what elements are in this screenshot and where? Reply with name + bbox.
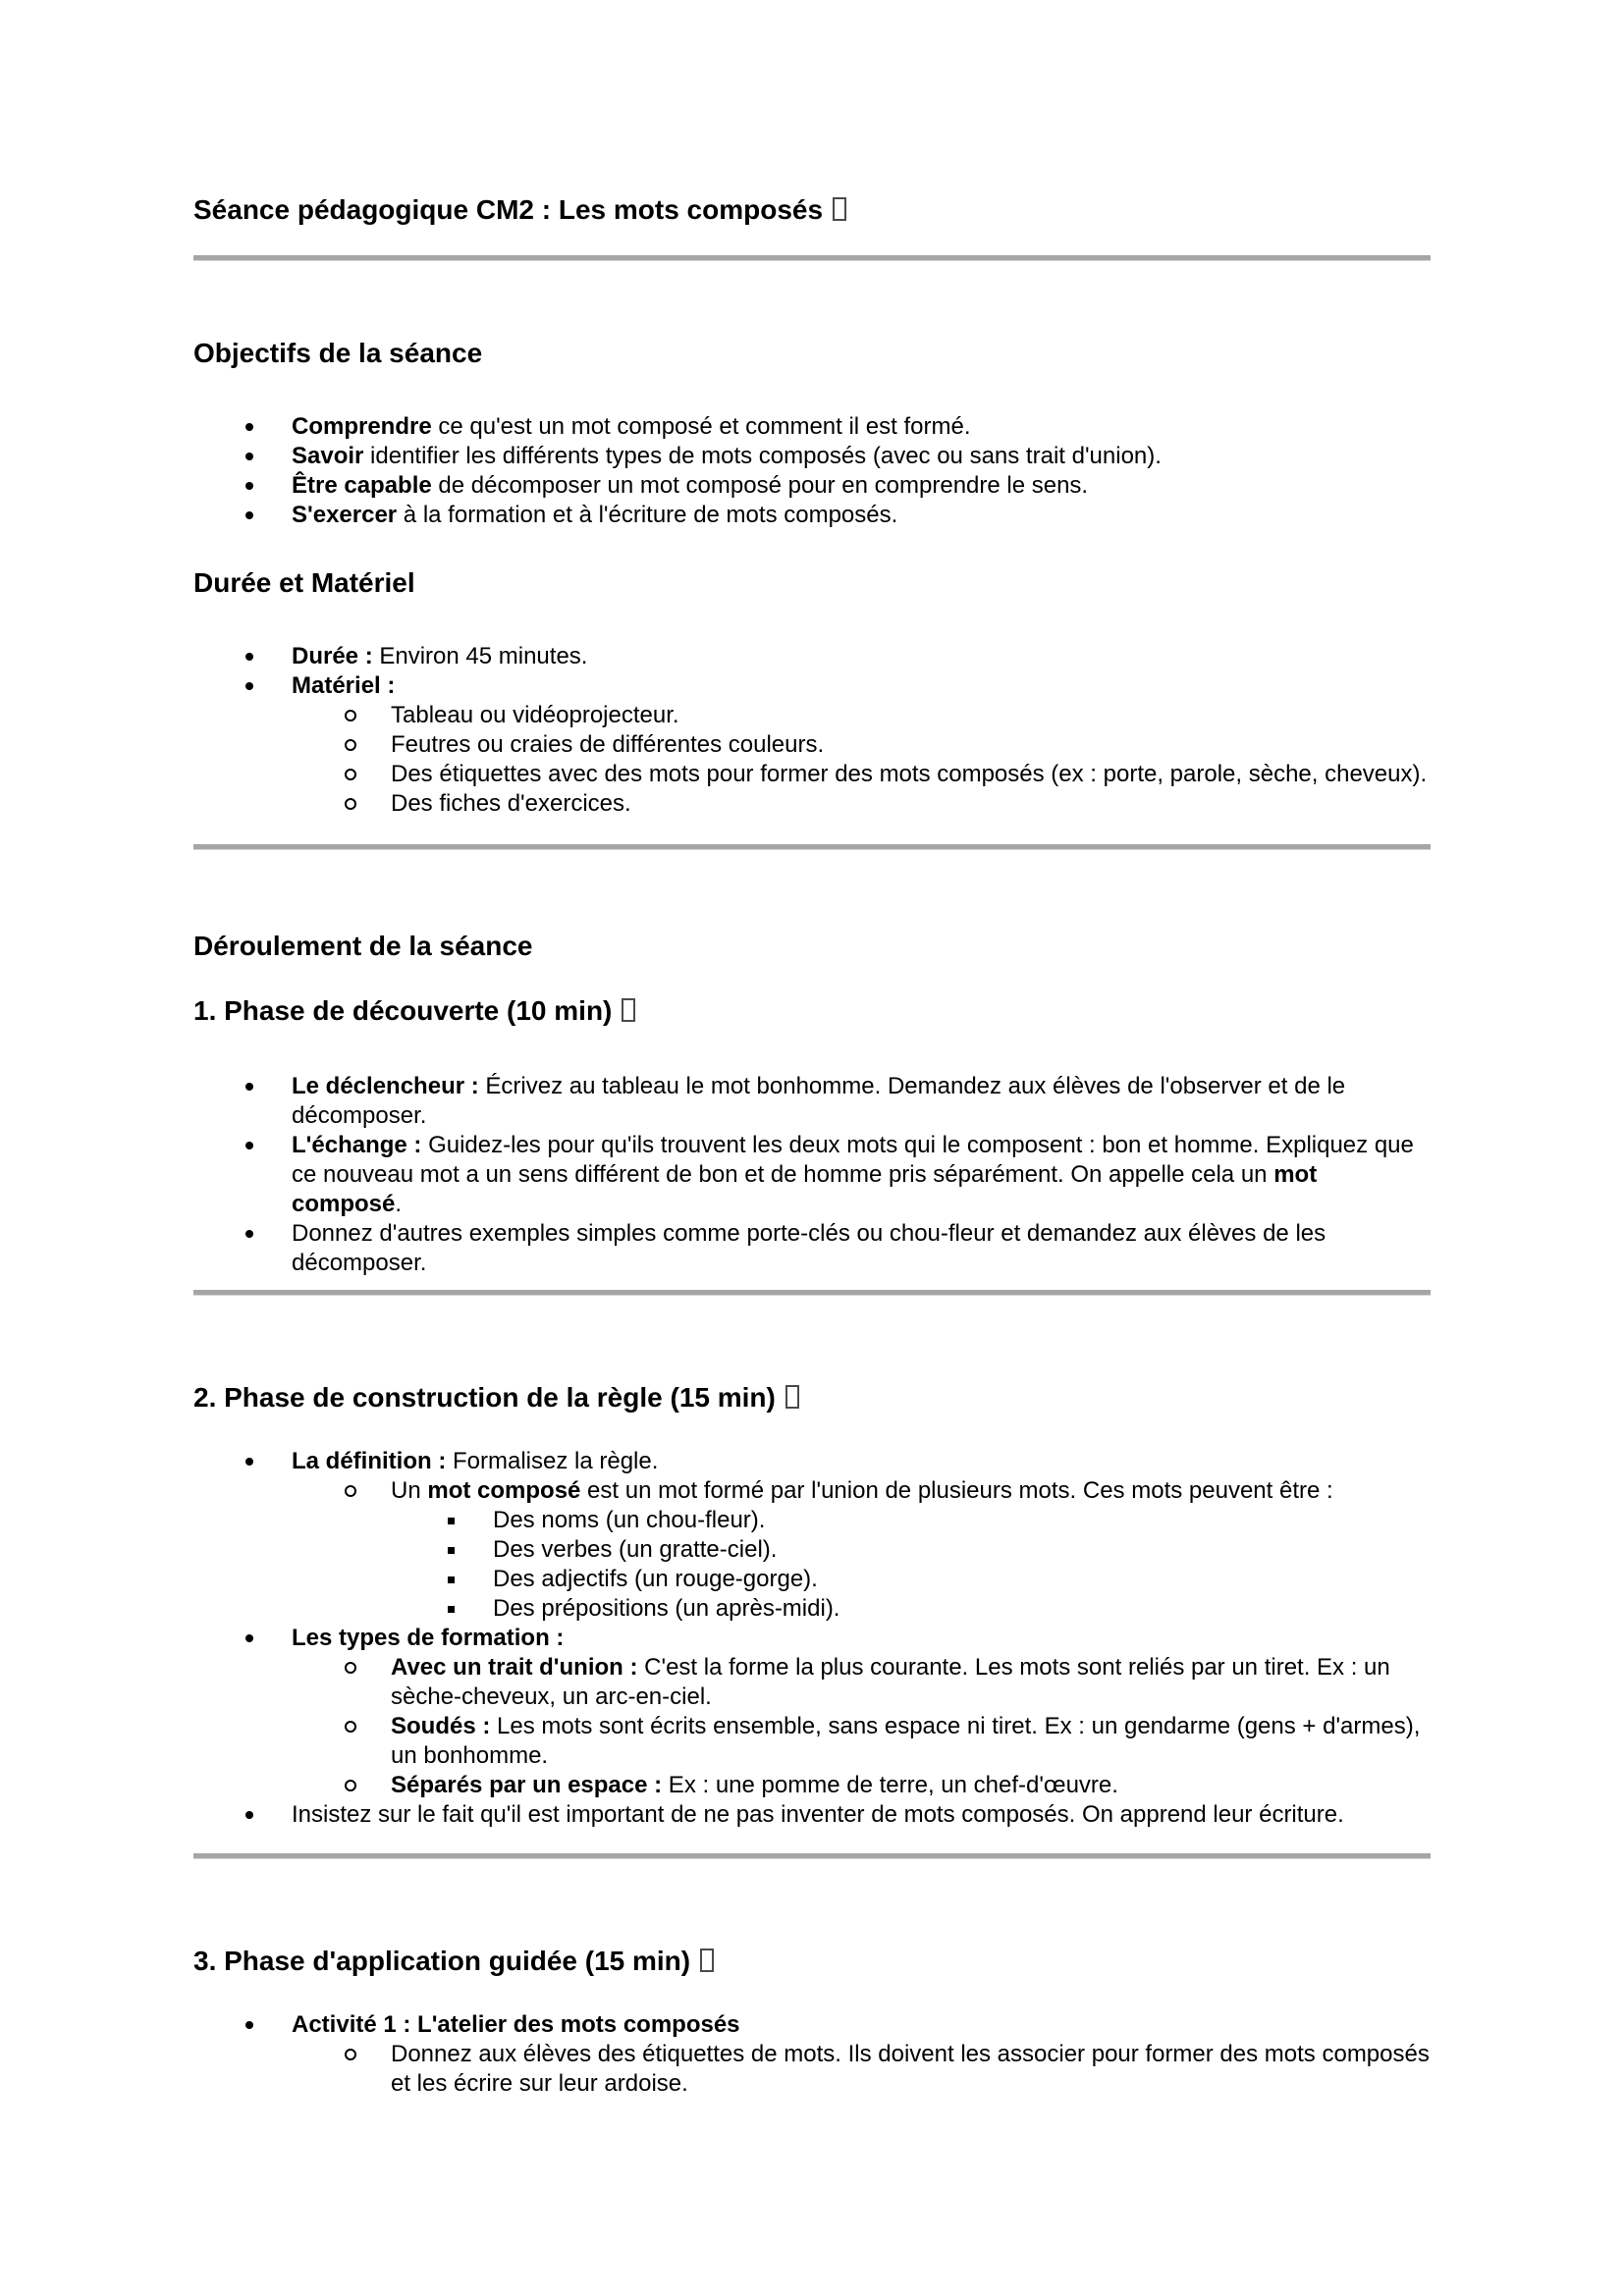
list-item: Des fiches d'exercices. (193, 789, 1431, 819)
list-item: Matériel : (193, 671, 1431, 701)
phase1-list (193, 1072, 1431, 1278)
list-item: Un mot composé est un mot formé par l'union de plusieurs mots. Ces mots peuvent être : (193, 1476, 1431, 1506)
section-heading-duree-materiel (193, 565, 1431, 601)
missing-emoji-box-icon (622, 998, 635, 1022)
section-heading-objectifs (193, 336, 1431, 371)
heading-text: 1. Phase de découverte (10 min) (193, 995, 613, 1026)
list-item: Avec un trait d'union : C'est la forme la plus courante. Les mots sont reliés par un tiret. Ex : un sèche-cheveux, un arc-en-ciel. (193, 1653, 1431, 1712)
list-item: Séparés par un espace : Ex : une pomme de terre, un chef-d'œuvre. (193, 1771, 1431, 1800)
section-heading-phase3 (193, 1944, 1431, 1979)
list-item: Tableau ou vidéoprojecteur. (193, 701, 1431, 730)
duree-materiel-list (193, 642, 1431, 819)
missing-emoji-box-icon (785, 1385, 799, 1409)
list-item: La définition : Formalisez la règle. (193, 1447, 1431, 1476)
horizontal-divider (193, 844, 1431, 850)
list-item: Donnez d'autres exemples simples comme porte-clés ou chou-fleur et demandez aux élèves de les décomposer. (193, 1219, 1431, 1278)
list-item: Les types de formation : (193, 1624, 1431, 1653)
horizontal-divider (193, 1290, 1431, 1296)
section-heading-phase2 (193, 1380, 1431, 1415)
list-item: Être capable de décomposer un mot composé pour en comprendre le sens. (193, 471, 1431, 501)
list-item: Insistez sur le fait qu'il est important de ne pas inventer de mots composés. On apprend leur écriture. (193, 1800, 1431, 1830)
list-item: Des verbes (un gratte-ciel). (193, 1535, 1431, 1565)
section-heading-deroulement (193, 929, 1431, 964)
heading-text: 2. Phase de construction de la règle (15 min) (193, 1382, 776, 1413)
list-item: Durée : Environ 45 minutes. (193, 642, 1431, 671)
list-item: Des noms (un chou-fleur). (193, 1506, 1431, 1535)
list-item: L'échange : Guidez-les pour qu'ils trouvent les deux mots qui le composent : bon et homme. Expliquez que ce nouveau mot a un sens différent de bon et de homme pris séparément. On appelle cela un mot composé. (193, 1131, 1431, 1219)
missing-emoji-box-icon (700, 1949, 714, 1972)
list-item: Donnez aux élèves des étiquettes de mots. Ils doivent les associer pour former des mots composés et les écrire sur leur ardoise. (193, 2040, 1431, 2099)
list-item: Des adjectifs (un rouge-gorge). (193, 1565, 1431, 1594)
page-title-text: Séance pédagogique CM2 : Les mots composés (193, 194, 824, 225)
list-item: Des prépositions (un après-midi). (193, 1594, 1431, 1624)
heading-text: 3. Phase d'application guidée (15 min) (193, 1946, 691, 1976)
list-item: Savoir identifier les différents types de mots composés (avec ou sans trait d'union). (193, 442, 1431, 471)
heading-text: Durée et Matériel (193, 567, 415, 598)
section-heading-phase1 (193, 993, 1431, 1029)
list-item: Comprendre ce qu'est un mot composé et comment il est formé. (193, 412, 1431, 442)
heading-text: Déroulement de la séance (193, 931, 533, 961)
page-title (193, 192, 1431, 228)
missing-emoji-box-icon (833, 197, 846, 221)
list-item: Activité 1 : L'atelier des mots composés (193, 2010, 1431, 2040)
objectifs-list (193, 412, 1431, 530)
horizontal-divider (193, 255, 1431, 261)
list-item: Le déclencheur : Écrivez au tableau le mot bonhomme. Demandez aux élèves de l'observer et de le décomposer. (193, 1072, 1431, 1131)
phase3-list (193, 2010, 1431, 2099)
list-item: S'exercer à la formation et à l'écriture de mots composés. (193, 501, 1431, 530)
list-item: Soudés : Les mots sont écrits ensemble, sans espace ni tiret. Ex : un gendarme (gens + d'armes), un bonhomme. (193, 1712, 1431, 1771)
horizontal-divider (193, 1853, 1431, 1859)
list-item: Des étiquettes avec des mots pour former des mots composés (ex : porte, parole, sèche, cheveux). (193, 760, 1431, 789)
heading-text: Objectifs de la séance (193, 338, 483, 368)
phase2-list (193, 1447, 1431, 1830)
list-item: Feutres ou craies de différentes couleurs. (193, 730, 1431, 760)
